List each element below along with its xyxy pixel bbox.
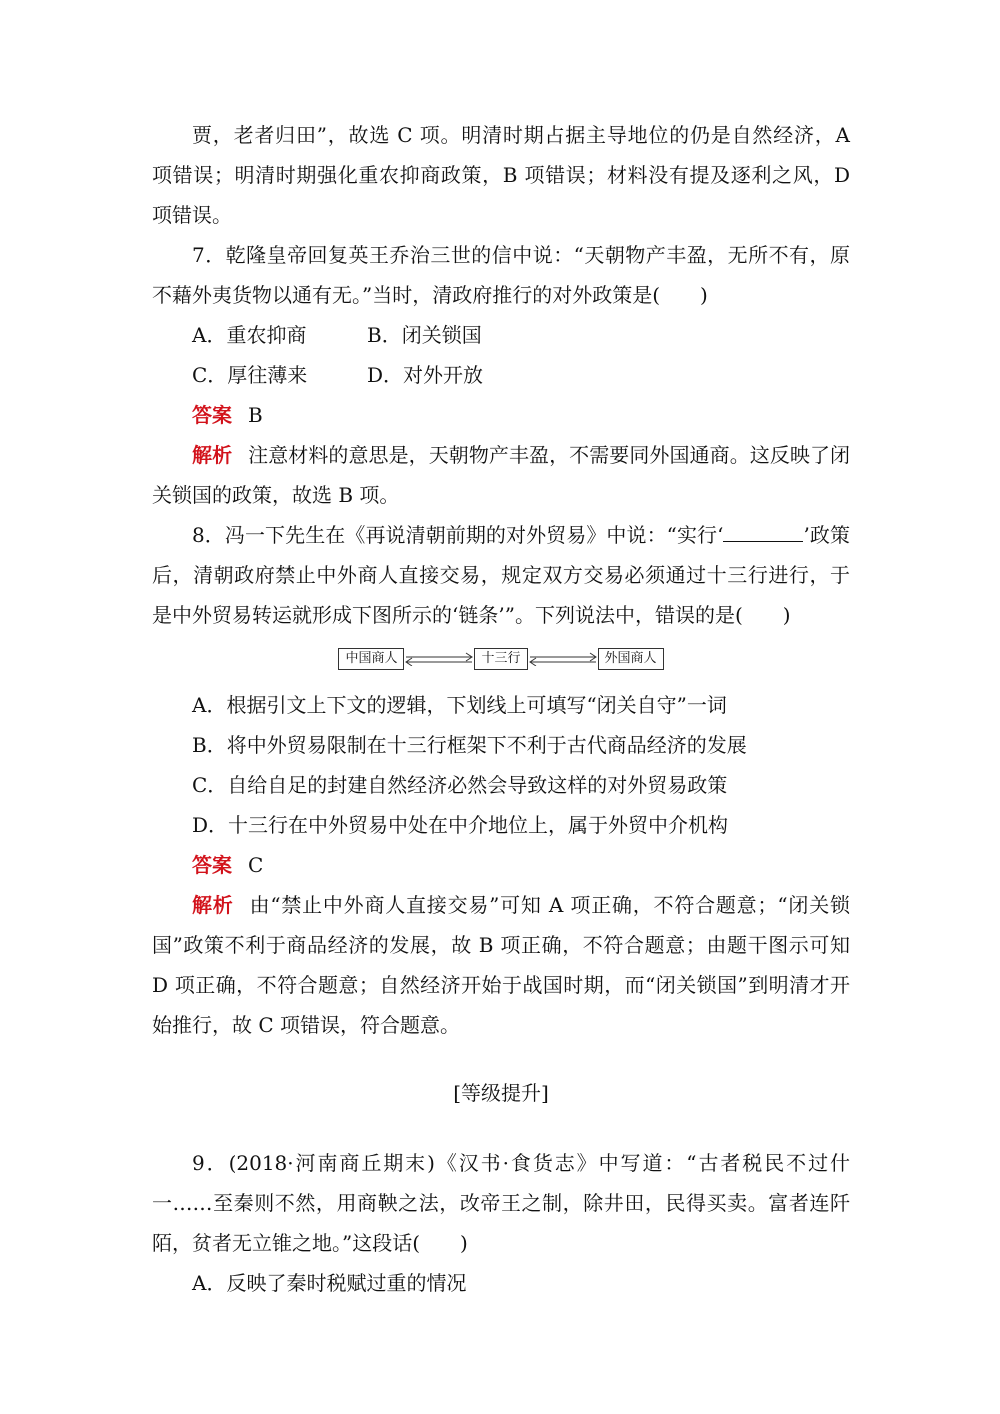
- answer-value: C: [248, 853, 264, 877]
- question-8-option-d: D．十三行在中外贸易中处在中介地位上，属于外贸中介机构: [192, 813, 729, 837]
- question-7: [152, 235, 850, 515]
- diagram-box-foreign-merchants: 外国商人: [598, 648, 664, 670]
- question-9-option-a: A．反映了秦时税赋过重的情况: [192, 1271, 467, 1295]
- question-7-answer: [152, 395, 850, 435]
- previous-analysis-continuation: 贾，老者归田”，故选 C 项。明清时期占据主导地位的仍是自然经济，A 项错误；明清时期强化重农抑商政策，B 项错误；材料没有提及逐利之风，D 项错误。: [152, 123, 850, 227]
- question-7-stem: 7．乾隆皇帝回复英王乔治三世的信中说：“天朝物产丰盈，无所不有，原不藉外夷货物以通有无。”当时，清政府推行的对外政策是( ): [152, 243, 850, 307]
- document-page: [152, 115, 850, 1303]
- question-7-options-row-2: [152, 355, 850, 395]
- question-8-option-a: A．根据引文上下文的逻辑，下划线上可填写“闭关自守”一词: [192, 693, 727, 717]
- question-7-option-a: A．重农抑商: [192, 323, 307, 347]
- question-9: [152, 1143, 850, 1303]
- answer-value: B: [248, 403, 263, 427]
- question-8-stem: [152, 515, 850, 635]
- question-8-stem-part-2: ’政策后，清朝政府禁止中外商人直接交易，规定双方交易必须通过十三行进行，于是中外贸易转运就形成下图所示的‘链条’”。下列说法中，错误的是( ): [152, 523, 851, 627]
- question-8-option-b: B．将中外贸易限制在十三行框架下不利于古代商品经济的发展: [192, 733, 747, 757]
- trade-chain-diagram: [152, 643, 850, 675]
- analysis-text: 注意材料的意思是，天朝物产丰盈，不需要同外国通商。这反映了闭关锁国的政策，故选 B 项。: [152, 443, 851, 507]
- question-9-stem: 9．(2018·河南商丘期末)《汉书·食货志》中写道：“古者税民不过什一……至秦则不然，用商鞅之法，改帝王之制，除井田，民得买卖。富者连阡陌，贫者无立锥之地。”这段话( ): [152, 1151, 850, 1255]
- double-arrow-icon: [404, 652, 474, 666]
- analysis-label: 解析: [192, 893, 234, 917]
- question-8-analysis: [152, 885, 850, 1045]
- question-7-option-b: B．闭关锁国: [367, 323, 482, 347]
- double-arrow-icon: [528, 652, 598, 666]
- question-8: [152, 515, 850, 1045]
- question-7-analysis: [152, 435, 850, 515]
- answer-label: 答案: [192, 853, 232, 877]
- question-7-option-c: C．厚往薄来: [192, 363, 308, 387]
- question-7-options-row-1: [152, 315, 850, 355]
- section-title: [等级提升]: [453, 1081, 549, 1105]
- answer-label: 答案: [192, 403, 232, 427]
- question-8-answer: [152, 845, 850, 885]
- diagram-box-chinese-merchants: 中国商人: [338, 648, 404, 670]
- fill-in-blank: [723, 519, 803, 542]
- question-8-option-c: C．自给自足的封建自然经济必然会导致这样的对外贸易政策: [192, 773, 728, 797]
- question-8-stem-part-1: 8．冯一下先生在《再说清朝前期的对外贸易》中说：“实行‘: [192, 523, 724, 547]
- analysis-text: 由“禁止中外商人直接交易”可知 A 项正确，不符合题意；“闭关锁国”政策不利于商品经济的发展，故 B 项正确，不符合题意；由题干图示可知 D 项正确，不符合题意；自然经济开始于战国时期，而“闭关锁国”到明清才开始推行，故 C 项错误，符合题意。: [152, 893, 850, 1037]
- diagram-box-thirteen-hongs: 十三行: [474, 648, 527, 670]
- question-7-option-d: D．对外开放: [367, 363, 484, 387]
- analysis-label: 解析: [192, 443, 233, 467]
